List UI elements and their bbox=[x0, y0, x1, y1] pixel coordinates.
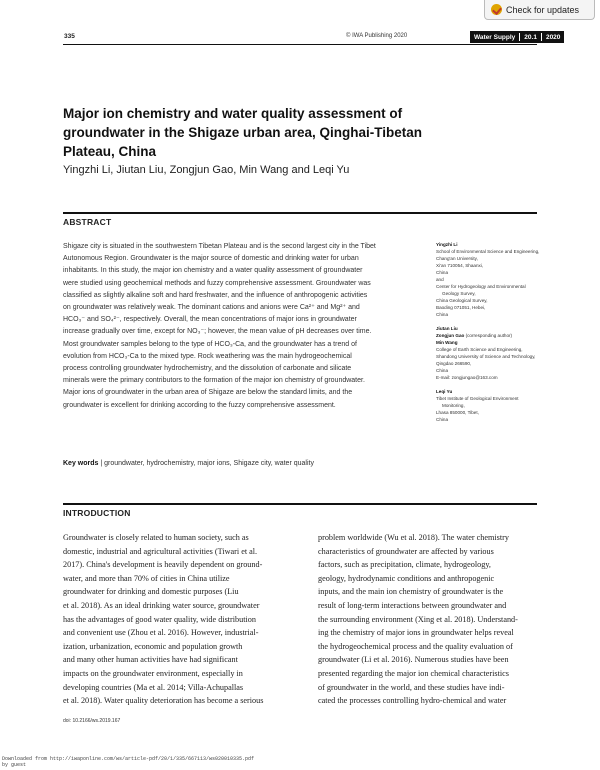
intro-line: problem worldwide (Wu et al. 2018). The water chemistry bbox=[318, 533, 509, 542]
affil-line: (corresponding author) bbox=[465, 333, 513, 338]
intro-line: et al. 2018). As an ideal drinking water source, groundwater bbox=[63, 600, 260, 610]
abstract-line: groundwater is excellent for drinking according to the fuzzy comprehensive assessment. bbox=[63, 401, 336, 409]
intro-line: developing countries (Ma et al. 2014; Villa-Achupallas bbox=[63, 682, 244, 692]
page-number: 335 bbox=[64, 33, 75, 40]
title-line: Major ion chemistry and water quality assessment of bbox=[63, 106, 403, 121]
download-line[interactable]: Downloaded from http://iwaponline.com/ws/article-pdf/20/1/335/667113/ws020010335.pdf bbox=[2, 756, 255, 762]
intro-line: impacts on the groundwater environment, especially in bbox=[63, 668, 243, 678]
affil-line: School of Environmental Science and Engineering, bbox=[436, 249, 540, 254]
intro-line: the hydrogeochemical process and the quality evaluation of bbox=[318, 641, 513, 651]
intro-line: 2017). China's development is heavily dependent on ground- bbox=[63, 560, 263, 570]
keywords-label: Key words bbox=[63, 460, 99, 467]
affil-line: Chang'an University, bbox=[436, 256, 478, 261]
download-line: by guest bbox=[2, 762, 27, 768]
affil-line: and bbox=[436, 277, 444, 282]
affil-line: Xi'an 710054, Shaanxi, bbox=[436, 263, 484, 268]
abstract-line: HCO₃⁻ and SO₄²⁻, respectively. Overall, the mean concentrations of major ions in groundwater bbox=[63, 316, 357, 324]
abstract-line: Shigaze city is situated in the southwestern Tibetan Plateau and is the second largest city in the Tibet bbox=[63, 243, 376, 250]
download-notice bbox=[2, 756, 254, 768]
paper-title bbox=[63, 104, 443, 161]
title-line: Plateau, China bbox=[63, 144, 157, 159]
author-list: Yingzhi Li, Jiutan Liu, Zongjun Gao, Min Wang and Leqi Yu bbox=[63, 164, 350, 176]
affil-line: China bbox=[436, 312, 449, 317]
intro-left-column bbox=[63, 531, 295, 708]
journal-year: 2020 bbox=[545, 33, 561, 41]
affil-line: China Geological Survey, bbox=[436, 298, 488, 303]
abstract-line: classified as slightly alkaline soft and hard freshwater, and the influence of anthropogenic activities bbox=[63, 291, 368, 299]
intro-line: the surrounding environment (Xing et al. 2018). Understand- bbox=[318, 614, 518, 624]
journal-name: Water Supply bbox=[474, 33, 516, 41]
abstract-rule bbox=[63, 212, 537, 214]
publisher: © IWA Publishing 2020 bbox=[346, 33, 408, 39]
abstract-line: were studied using geochemical methods and fuzzy comprehensive assessment. Groundwater was bbox=[63, 279, 371, 287]
intro-line: water, and more than 70% of cities in China utilize bbox=[63, 573, 230, 583]
affil-line: Geology Survey, bbox=[442, 291, 476, 296]
affil-email[interactable]: E-mail: zongjungao@163.com bbox=[436, 375, 498, 380]
abstract-text bbox=[63, 241, 415, 412]
doi[interactable]: doi: 10.2166/ws.2019.167 bbox=[63, 718, 121, 724]
intro-line: of groundwater in the world, and these studies have indi- bbox=[318, 682, 505, 692]
check-updates-icon bbox=[491, 4, 502, 15]
affil-name: Zongjun Gao bbox=[436, 333, 465, 338]
affil-name: Jiutan Liu bbox=[436, 326, 458, 331]
affil-name: Yingzhi Li bbox=[436, 242, 458, 247]
check-for-updates-label: Check for updates bbox=[506, 4, 580, 15]
abstract-line: minerals were the primary contributors to the formation of the major ion chemistry of groundwater. bbox=[63, 377, 365, 385]
affil-name: Leqi Yu bbox=[436, 389, 453, 394]
abstract-line: Major ions of groundwater in the urban area of Shigaze are below the standard limits, and the bbox=[63, 389, 353, 397]
intro-right-column bbox=[318, 531, 550, 708]
affil-line: Lhasa 850000, Tibet, bbox=[436, 410, 479, 415]
intro-line: ization, urbanization, economic and population growth bbox=[63, 641, 243, 651]
keywords bbox=[63, 460, 314, 467]
intro-line: presented regarding the major ion chemical characteristics bbox=[318, 668, 509, 678]
keywords-list: | groundwater, hydrochemistry, major ions, Shigaze city, water quality bbox=[100, 460, 314, 467]
affil-line: China bbox=[436, 270, 449, 275]
abstract-line: evolution from HCO₃-Ca to the mixed type. Rock weathering was the main hydrogeochemical bbox=[63, 352, 352, 360]
intro-line: and many other human activities have had significant bbox=[63, 655, 238, 665]
affiliations bbox=[436, 241, 546, 423]
journal-separator bbox=[519, 33, 520, 41]
intro-line: result of long-term interactions between groundwater and bbox=[318, 600, 507, 610]
abstract-line: increase gradually over time, except for NO₃⁻; however, the mean value of pH decreases over time. bbox=[63, 328, 372, 336]
affil-line: Monitoring, bbox=[442, 403, 465, 408]
intro-line: and convenient use (Zhou et al. 2016). However, industrial- bbox=[63, 628, 259, 638]
header-rule bbox=[63, 31, 537, 45]
check-for-updates-button[interactable] bbox=[484, 0, 595, 20]
intro-line: Groundwater is closely related to human society, such as bbox=[63, 533, 249, 542]
affil-line: Shandong University of Science and Technology, bbox=[436, 354, 536, 359]
affil-line: Center for Hydrogeology and Environmental bbox=[436, 284, 526, 289]
intro-line: groundwater for drinking and domestic purposes (Liu bbox=[63, 587, 239, 597]
intro-line: et al. 2018). Water quality deterioration has become a serious bbox=[63, 696, 264, 706]
affil-line: Baoding 071051, Hebei, bbox=[436, 305, 486, 310]
affil-line: China bbox=[436, 417, 449, 422]
affil-line: Tibet Institute of Geological Environment bbox=[436, 396, 519, 401]
abstract-line: Most groundwater samples belong to the type of HCO₃-Ca, and the groundwater has a trend of bbox=[63, 340, 357, 348]
journal-box bbox=[470, 31, 564, 43]
journal-volume: 20.1 bbox=[524, 33, 537, 41]
intro-heading: INTRODUCTION bbox=[63, 508, 131, 518]
title-line: groundwater in the Shigaze urban area, Qinghai-Tibetan bbox=[63, 125, 423, 140]
intro-line: groundwater (Li et al. 2016). Numerous studies have been bbox=[318, 655, 509, 665]
intro-line: has the advantages of good water quality, wide distribution bbox=[63, 614, 256, 624]
intro-line: ing the chemistry of major ions in groundwater helps reveal bbox=[318, 628, 514, 638]
abstract-line: on groundwater was relatively weak. The dominant cations and anions were Ca²⁺ and Mg²⁺ and bbox=[63, 304, 360, 312]
abstract-line: inhabitants. In this study, the major ion chemistry and a water quality assessment of groundwater bbox=[63, 267, 363, 275]
journal-separator bbox=[541, 33, 542, 41]
abstract-line: process controlling groundwater hydrochemistry, and the dissolution of carbonate and silicate bbox=[63, 365, 352, 373]
abstract-heading: ABSTRACT bbox=[63, 217, 112, 227]
affil-line: Qingdao 266590, bbox=[436, 361, 472, 366]
intro-line: factors, such as precipitation, climate, hydrogeology, bbox=[318, 560, 491, 570]
intro-line: geology, hydrodynamic conditions and anthropogenic bbox=[318, 573, 495, 583]
intro-line: domestic, industrial and agricultural activities (Tiwari et al. bbox=[63, 546, 258, 556]
intro-line: characteristics of groundwater are affected by various bbox=[318, 546, 494, 556]
abstract-line: Autonomous Region. Groundwater is the major source of domestic and drinking water for urban bbox=[63, 255, 359, 263]
intro-rule bbox=[63, 503, 537, 505]
affil-line: China bbox=[436, 368, 449, 373]
affil-line: College of Earth Science and Engineering, bbox=[436, 347, 523, 352]
affil-name: Min Wang bbox=[436, 340, 458, 345]
intro-line: cated the processes controlling hydro-chemical and water bbox=[318, 696, 507, 706]
intro-line: inputs, and the main ion chemistry of groundwater is the bbox=[318, 587, 504, 597]
